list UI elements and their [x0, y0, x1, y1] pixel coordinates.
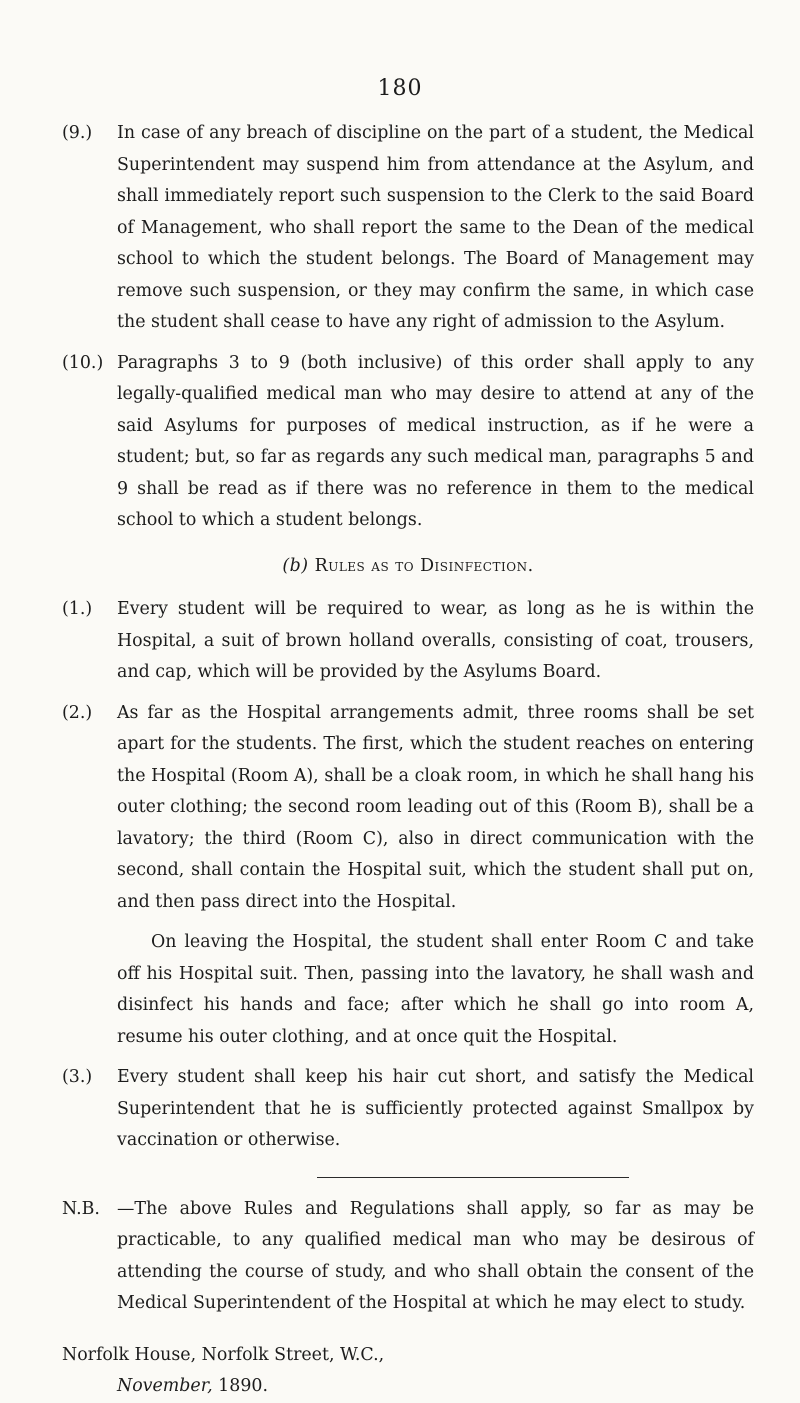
- rule-1: [62, 594, 754, 689]
- paragraph-text: As far as the Hospital arrangements admit, three rooms shall be set apart for the students. The first, which the student reaches on entering the Hospital (Room A), shall be a cloak room, in which he shall hang his outer clothing; the second room leading out of this (Room B), shall be a lavatory; the third (Room C), also in direct communication with the second, shall contain the Hospital suit, which the student shall put on, and then pass direct into the Hospital.: [117, 702, 754, 912]
- date-month: November,: [117, 1376, 213, 1396]
- paragraph-text: Every student shall keep his hair cut short, and satisfy the Medical Superintendent that he is sufficiently protected against Smallpox by vaccination or otherwise.: [117, 1067, 754, 1150]
- paragraph-number: (10.): [62, 352, 104, 373]
- section-heading: [62, 551, 754, 583]
- section-letter: (b): [282, 555, 309, 576]
- paragraph-text: Paragraphs 3 to 9 (both inclusive) of this order shall apply to any legally-qualified medical man who may desire to attend at any of the said Asylums for purposes of medical instruction, as if he were a student; but, so far as regards any such medical man, paragraphs 5 and 9 shall be read as if there was no reference in them to the medical school to which a student belongs.: [117, 352, 754, 530]
- address-line: Norfolk House, Norfolk Street, W.C.,: [62, 1344, 385, 1365]
- nb-label: N.B.: [62, 1198, 100, 1219]
- paragraph-10: [62, 348, 754, 537]
- paragraph-number: (2.): [62, 702, 93, 723]
- paragraph-text: Every student will be required to wear, as long as he is within the Hospital, a suit of brown holland overalls, consisting of coat, trousers, and cap, which will be provided by the Asylums Board.: [117, 599, 754, 682]
- rule-2: [62, 698, 754, 919]
- paragraph-number: (9.): [62, 123, 93, 143]
- page-number: 180: [377, 76, 423, 101]
- nb-text: —The above Rules and Regulations shall apply, so far as may be practicable, to any qualified medical man who may be desirous of attending the course of study, and who shall obtain the consent of the Medical Superintendent of the Hospital at which he may elect to study.: [117, 1198, 754, 1313]
- address-block: [62, 1340, 754, 1403]
- paragraph-text: In case of any breach of discipline on the part of a student, the Medical Superintendent may suspend him from attendance at the Asylum, and shall immediately report such suspension to the Clerk to the said Board of Management, who shall report the same to the Dean of the medical school to which the student belongs. The Board of Management may remove such suspension, or they may confirm the same, in which case the student shall cease to have any right of admission to the Asylum.: [117, 123, 754, 332]
- paragraph-9: [62, 118, 754, 339]
- rule-3: [62, 1062, 754, 1157]
- nota-bene: [62, 1194, 754, 1320]
- paragraph-number: (3.): [62, 1067, 93, 1087]
- address-date: [117, 1371, 754, 1403]
- page-body: [62, 118, 754, 1403]
- date-year: 1890.: [212, 1376, 268, 1396]
- leaving-hospital-paragraph: On leaving the Hospital, the student shall enter Room C and take off his Hospital suit. Then, passing into the lavatory, he shall wash and disinfect his hands and face; after which he shall go into room A, resume his outer clothing, and at once quit the Hospital.: [117, 932, 754, 1047]
- paragraph-number: (1.): [62, 599, 93, 619]
- section-title: Rules as to Disinfection.: [314, 555, 534, 576]
- divider-rule: [317, 1177, 629, 1178]
